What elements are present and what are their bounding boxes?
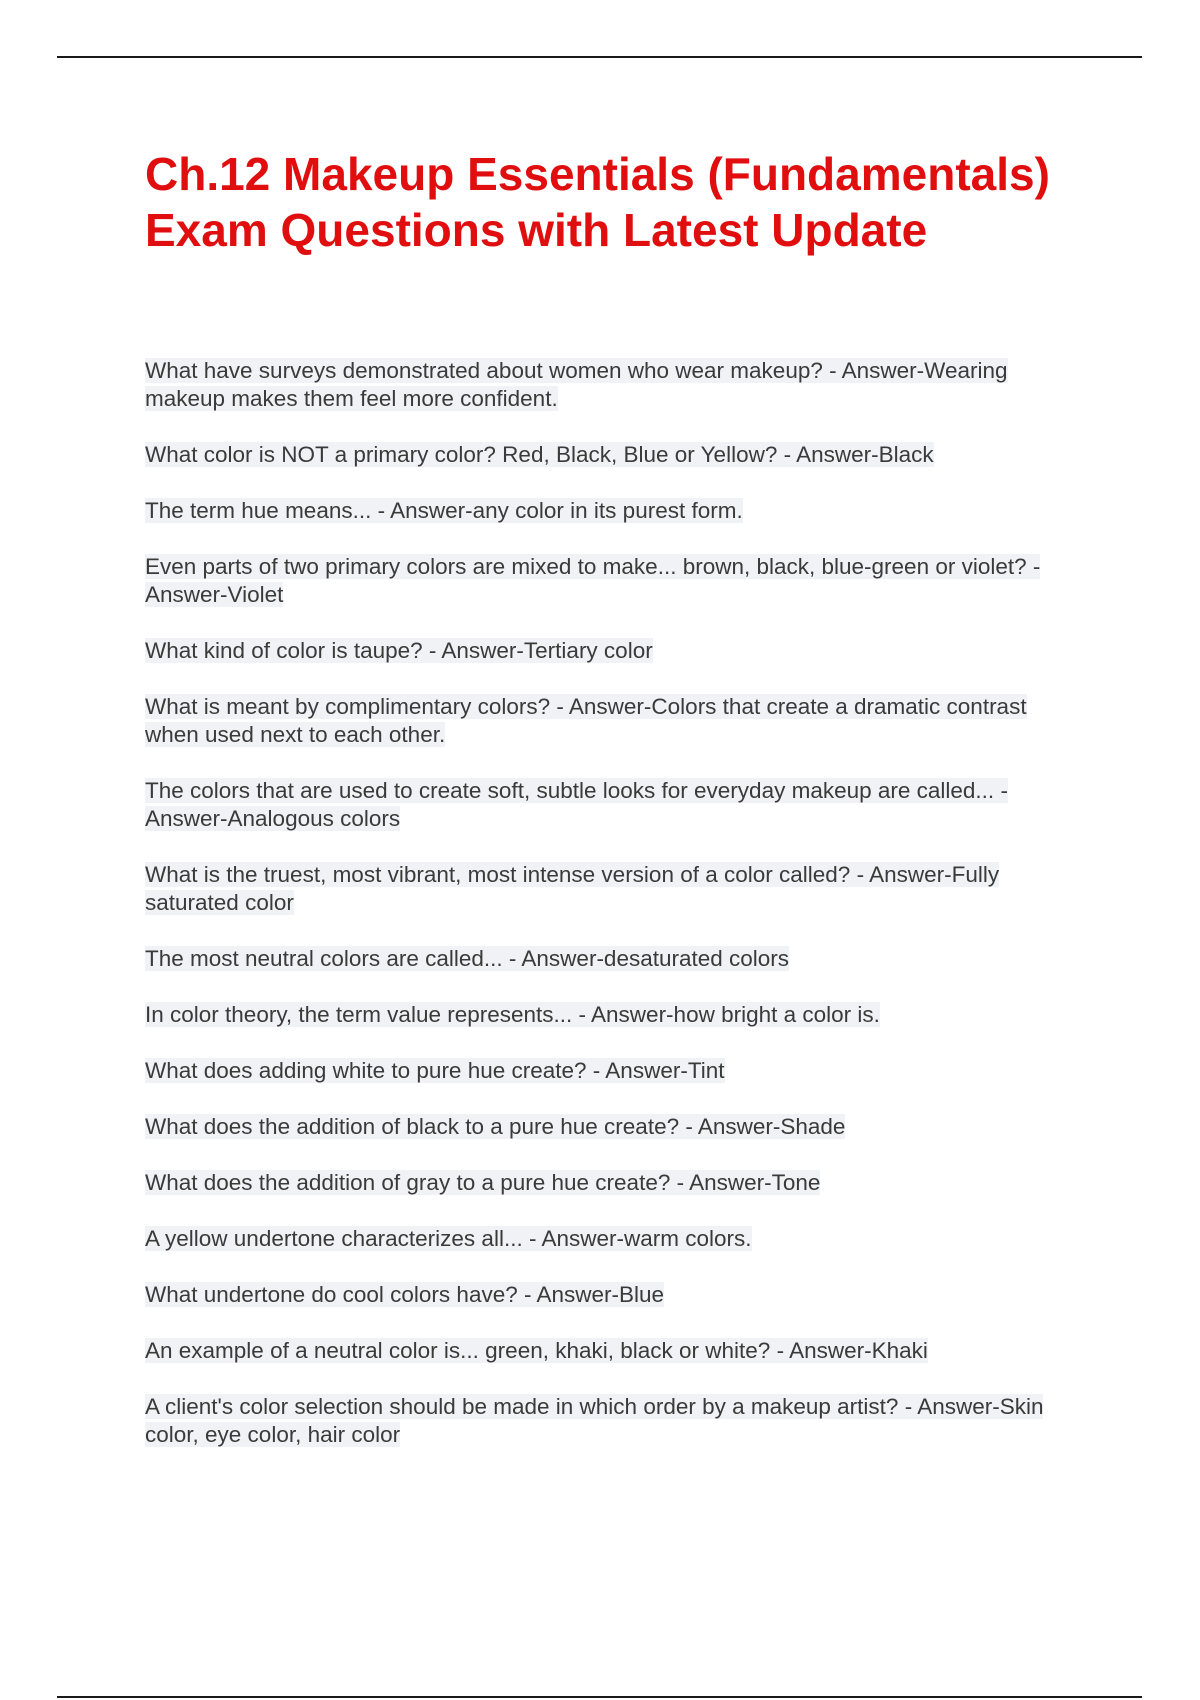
page-top-rule bbox=[57, 56, 1142, 58]
qa-item bbox=[145, 1113, 1075, 1141]
qa-item bbox=[145, 945, 1075, 973]
qa-text: A client's color selection should be made in which order by a makeup artist? - Answer-Skin color, eye color, hair color bbox=[145, 1394, 1044, 1447]
qa-item bbox=[145, 693, 1075, 749]
qa-text: What have surveys demonstrated about women who wear makeup? - Answer-Wearing makeup makes them feel more confident. bbox=[145, 358, 1008, 411]
qa-text: What kind of color is taupe? - Answer-Tertiary color bbox=[145, 638, 653, 663]
qa-text: In color theory, the term value represents... - Answer-how bright a color is. bbox=[145, 1002, 880, 1027]
qa-text: Even parts of two primary colors are mixed to make... brown, black, blue-green or violet? - Answer-Violet bbox=[145, 554, 1041, 607]
qa-text: What undertone do cool colors have? - Answer-Blue bbox=[145, 1282, 665, 1307]
qa-item bbox=[145, 1337, 1075, 1365]
qa-item bbox=[145, 1225, 1075, 1253]
qa-text: What is meant by complimentary colors? - Answer-Colors that create a dramatic contrast when used next to each other. bbox=[145, 694, 1027, 747]
qa-text: What does the addition of black to a pure hue create? - Answer-Shade bbox=[145, 1114, 846, 1139]
qa-text: A yellow undertone characterizes all... - Answer-warm colors. bbox=[145, 1226, 752, 1251]
qa-item bbox=[145, 1169, 1075, 1197]
question-answer-list bbox=[145, 357, 1075, 1477]
qa-text: What does adding white to pure hue create? - Answer-Tint bbox=[145, 1058, 725, 1083]
qa-item bbox=[145, 497, 1075, 525]
qa-text: The colors that are used to create soft, subtle looks for everyday makeup are called... - Answer-Analogous colors bbox=[145, 778, 1008, 831]
qa-item bbox=[145, 1393, 1075, 1449]
qa-text: What color is NOT a primary color? Red, Black, Blue or Yellow? - Answer-Black bbox=[145, 442, 934, 467]
qa-item bbox=[145, 357, 1075, 413]
qa-item bbox=[145, 553, 1075, 609]
qa-text: An example of a neutral color is... green, khaki, black or white? - Answer-Khaki bbox=[145, 1338, 928, 1363]
qa-item bbox=[145, 1001, 1075, 1029]
qa-item bbox=[145, 637, 1075, 665]
qa-item bbox=[145, 1057, 1075, 1085]
qa-text: What is the truest, most vibrant, most intense version of a color called? - Answer-Fully saturated color bbox=[145, 862, 1000, 915]
qa-item bbox=[145, 777, 1075, 833]
document-title: Ch.12 Makeup Essentials (Fundamentals) Exam Questions with Latest Update bbox=[145, 148, 1050, 256]
qa-item bbox=[145, 1281, 1075, 1309]
page-bottom-rule bbox=[57, 1696, 1142, 1698]
qa-item bbox=[145, 441, 1075, 469]
qa-text: What does the addition of gray to a pure hue create? - Answer-Tone bbox=[145, 1170, 821, 1195]
qa-item bbox=[145, 861, 1075, 917]
qa-text: The term hue means... - Answer-any color in its purest form. bbox=[145, 498, 743, 523]
qa-text: The most neutral colors are called... - Answer-desaturated colors bbox=[145, 946, 790, 971]
